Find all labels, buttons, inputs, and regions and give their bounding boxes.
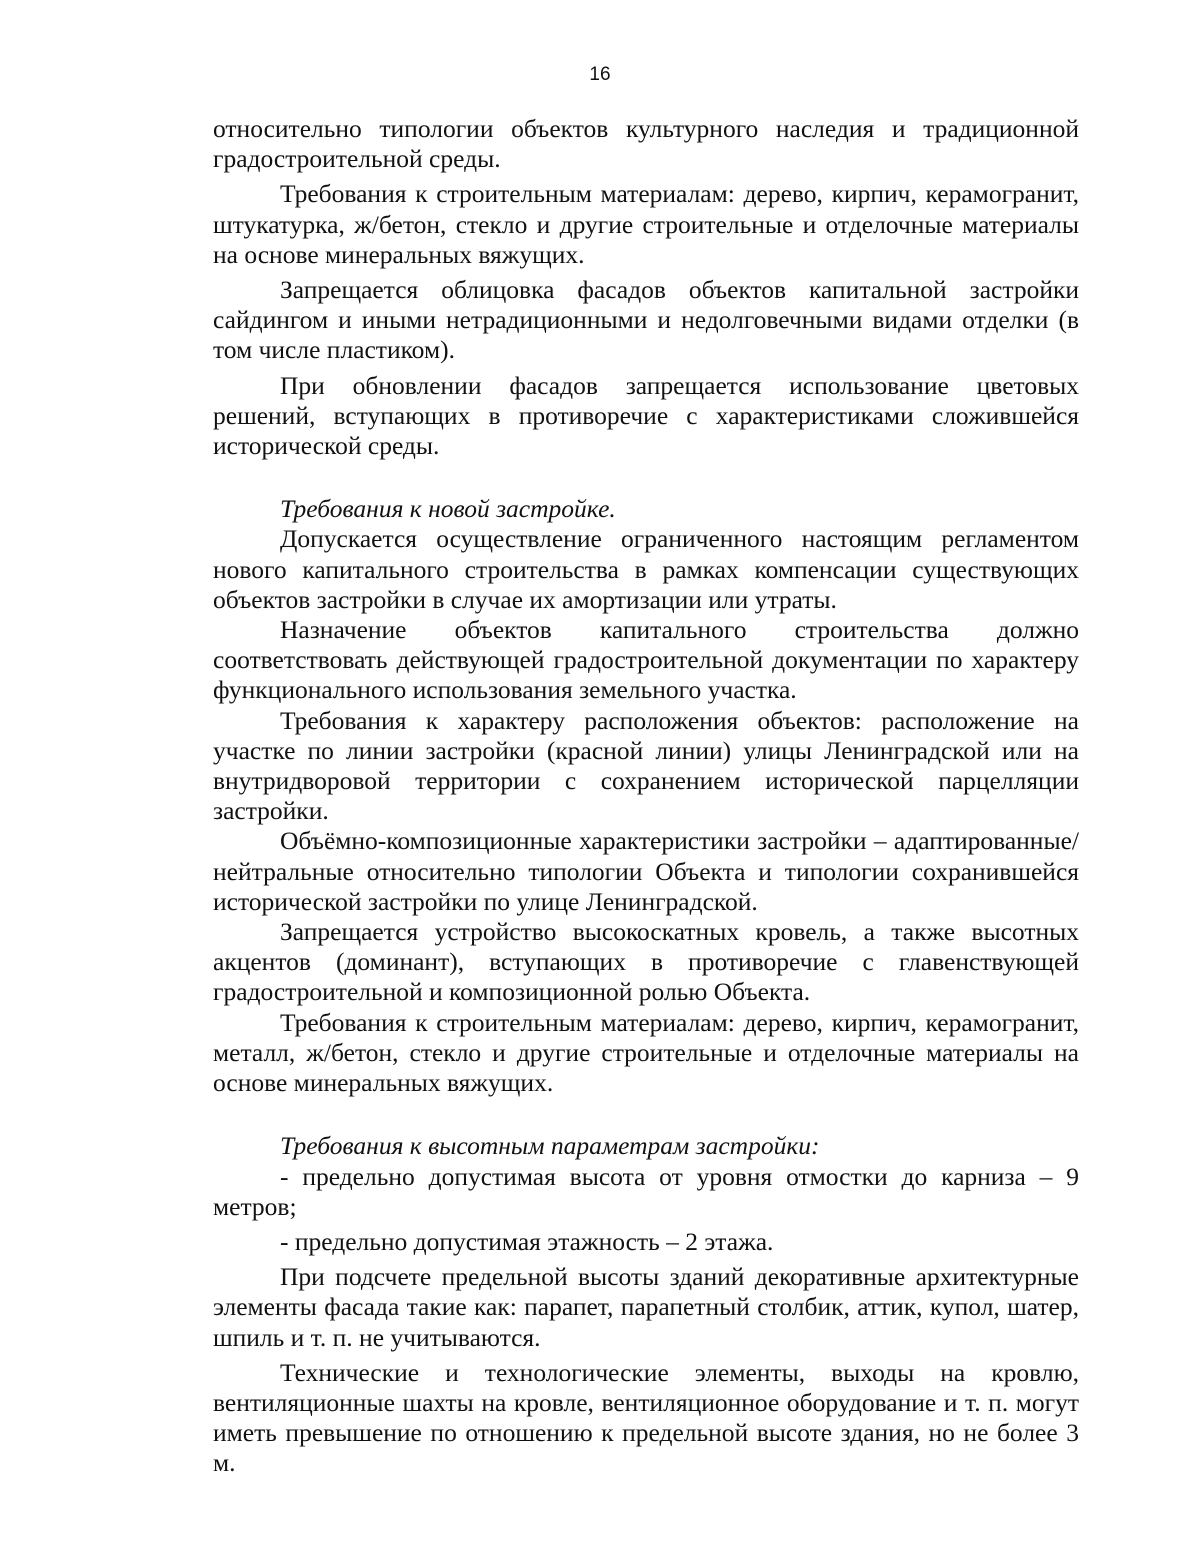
page-number: 16	[589, 64, 611, 85]
paragraph-decorative-elements: При подсчете предельной высоты зданий декоративные архитектурные элементы фасада такие как: парапет, парапетный столбик, аттик, купол, шатер, шпиль и т. п. не учитываются.	[213, 1262, 1079, 1352]
paragraph-facade-colors: При обновлении фасадов запрещается использование цветовых решений, вступающих в противоречие с характеристиками сложившейся исторической среды.	[213, 370, 1079, 461]
document-body	[213, 114, 1079, 1479]
paragraph-materials-existing: Требования к строительным материалам: дерево, кирпич, керамогранит, штукатурка, ж/бетон, стекло и другие строительные и отделочные материалы на основе минеральных вяжущих.	[213, 179, 1079, 269]
section-heading-new-construction: Требования к новой застройке.	[280, 494, 616, 524]
paragraph-roof-ban: Запрещается устройство высокоскатных кровель, а также высотных акцентов (доминант), вступающих в противоречие с главенствующей градостроительной и композиционной ролью Объекта.	[213, 917, 1079, 1007]
paragraph-technical-elements: Технические и технологические элементы, выходы на кровлю, вентиляционные шахты на кровле, вентиляционное оборудование и т. п. могут иметь превышение по отношению к предельной высоте здания, но не более 3 м.	[213, 1357, 1079, 1478]
paragraph-materials-new: Требования к строительным материалам: дерево, кирпич, керамогранит, металл, ж/бетон, стекло и другие строительные и отделочные материалы на основе минеральных вяжущих.	[213, 1007, 1079, 1098]
section-heading-height-parameters: Требования к высотным параметрам застройки:	[280, 1131, 820, 1161]
paragraph-placement: Требования к характеру расположения объектов: расположение на участке по линии застройки (красной линии) улицы Ленинградской или на внутридворовой территории с сохранением исторической парцелляции застройки.	[213, 705, 1079, 826]
paragraph-facade-cladding-ban: Запрещается облицовка фасадов объектов капитальной застройки сайдингом и иными нетрадиционными и недолговечными видами отделки (в том числе пластиком).	[213, 275, 1079, 365]
paragraph-volume-composition: Объёмно-композиционные характеристики застройки – адаптированные/нейтральные относительно типологии Объекта и типологии сохранившейся исторической застройки по улице Ленинградской.	[213, 826, 1079, 916]
paragraph-purpose: Назначение объектов капитального строительства должно соответствовать действующей градостроительной документации по характеру функционального использования земельного участка.	[213, 615, 1079, 705]
list-item-max-floors: - предельно допустимая этажность – 2 этажа.	[280, 1226, 774, 1256]
paragraph-continuation: относительно типологии объектов культурного наследия и традиционной градостроительной среды.	[213, 114, 1079, 174]
paragraph-new-construction-allowed: Допускается осуществление ограниченного настоящим регламентом нового капитального строительства в рамках компенсации существующих объектов застройки в случае их амортизации или утраты.	[213, 524, 1079, 614]
list-item-max-height: - предельно допустимая высота от уровня отмостки до карниза – 9 метров;	[213, 1161, 1079, 1221]
